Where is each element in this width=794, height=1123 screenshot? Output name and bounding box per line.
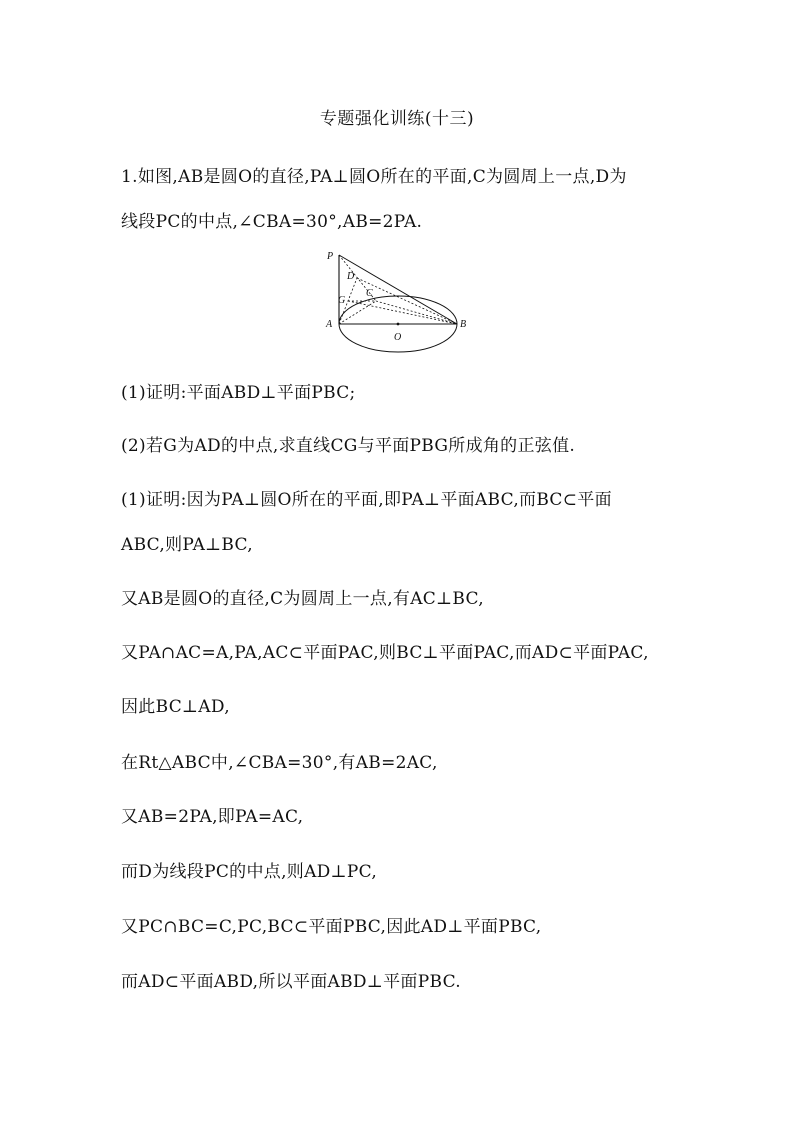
problem-line-1: 1.如图,AB是圆O的直径,PA⊥圆O所在的平面,C为圆周上一点,D为 (121, 167, 627, 187)
label-a: A (326, 319, 333, 330)
geometry-diagram (318, 244, 478, 354)
solution-line: (1)证明:因为PA⊥圆O所在的平面,即PA⊥平面ABC,而BC⊂平面 (121, 490, 612, 510)
center-point (397, 323, 400, 326)
label-c: C (366, 288, 373, 299)
geometry-figure (318, 244, 478, 354)
label-b: B (460, 319, 467, 330)
solution-line: 而AD⊂平面ABD,所以平面ABD⊥平面PBC. (121, 972, 461, 992)
solution-line: 在Rt△ABC中,∠CBA=30°,有AB=2AC, (121, 753, 438, 773)
solution-line: 又AB是圆O的直径,C为圆周上一点,有AC⊥BC, (121, 589, 484, 609)
solution-line: ABC,则PA⊥BC, (121, 535, 253, 555)
segment-pb (339, 255, 457, 324)
solution-line: 又PC∩BC=C,PC,BC⊂平面PBC,因此AD⊥平面PBC, (121, 917, 542, 937)
label-o: O (394, 332, 402, 343)
solution-line: 因此BC⊥AD, (121, 697, 230, 717)
page-title: 专题强化训练(十三) (319, 109, 475, 129)
label-g: G (338, 295, 346, 306)
solution-line: 而D为线段PC的中点,则AD⊥PC, (121, 862, 378, 882)
question-1: (1)证明:平面ABD⊥平面PBC; (121, 383, 356, 403)
question-2: (2)若G为AD的中点,求直线CG与平面PBG所成角的正弦值. (121, 436, 576, 456)
label-d: D (347, 271, 355, 282)
problem-line-2: 线段PC的中点,∠CBA=30°,AB=2PA. (121, 212, 423, 232)
label-p: P (327, 251, 334, 262)
solution-line: 又PA∩AC=A,PA,AC⊂平面PAC,则BC⊥平面PAC,而AD⊂平面PAC, (121, 643, 649, 663)
solution-line: 又AB=2PA,即PA=AC, (121, 807, 304, 827)
segment-cb (376, 301, 457, 324)
